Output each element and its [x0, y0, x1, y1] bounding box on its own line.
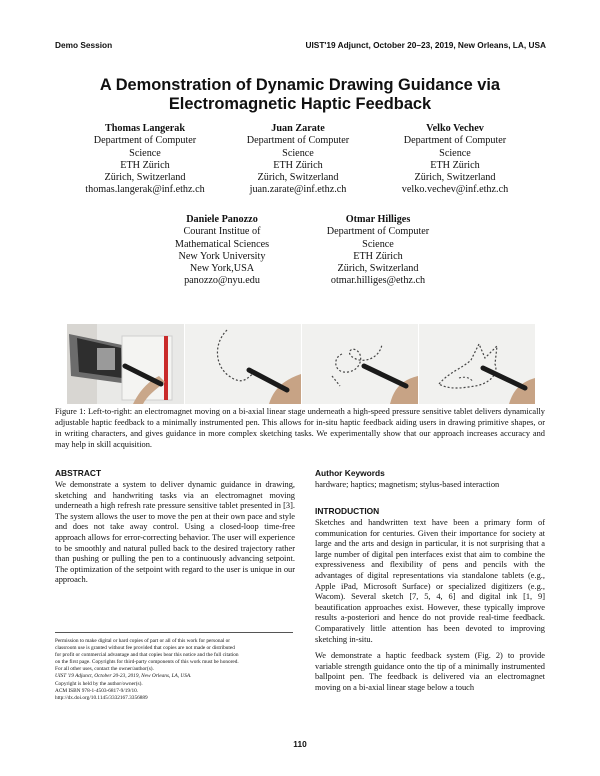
introduction-heading: INTRODUCTION: [315, 506, 380, 516]
figure-caption: Figure 1: Left-to-right: an electromagnet moving on a bi-axial linear stage underneath a high-speed pressure sensitive tablet delivers dynamically adjustable haptic feedback to a minimally instrumented pen. This allows for in-situ haptic feedback aiding users in drawing primitive shapes, or in writing characters, and gives guidance in more complex sketching tasks. We experimentally show that our approach increases accuracy and may help in skill acquisition.: [55, 407, 545, 449]
author-name: Otmar Hilliges: [345, 214, 411, 225]
permission-line: on the first page. Copyrights for third-party components of this work must be honored.: [55, 659, 239, 666]
title-line-2: Electromagnetic Haptic Feedback: [168, 95, 432, 113]
author-block-5: [313, 214, 443, 288]
author-affiliation: ETH Zürich: [353, 250, 403, 262]
figure-panel-line: [185, 324, 301, 404]
author-affiliation: Science: [439, 147, 471, 159]
author-affiliation: ETH Zürich: [120, 159, 170, 171]
isbn-line: ACM ISBN 978-1-4503-6817-9/19/10.: [55, 687, 139, 694]
author-affiliation: Courant Institue of: [183, 226, 261, 238]
permission-block: [55, 638, 293, 702]
author-name: Juan Zarate: [271, 123, 325, 134]
page-number: 110: [293, 739, 307, 749]
author-name: Velko Vechev: [426, 123, 484, 134]
author-affiliation: Department of Computer: [403, 135, 507, 147]
author-name: Thomas Langerak: [104, 123, 186, 134]
author-affiliation: Mathematical Sciences: [174, 238, 270, 250]
author-email: otmar.hilliges@ethz.ch: [330, 275, 426, 287]
author-affiliation: New York University: [178, 250, 266, 262]
figure-panel-device: [67, 324, 184, 404]
keywords-heading: Author Keywords: [315, 468, 385, 478]
title-line-1: A Demonstration of Dynamic Drawing Guidance via: [99, 76, 501, 94]
author-affiliation: Zürich, Switzerland: [414, 172, 496, 184]
permission-divider: [55, 632, 293, 633]
running-header-left: Demo Session: [55, 40, 113, 50]
author-email: thomas.langerak@inf.ethz.ch: [85, 184, 205, 196]
running-header-right: UIST'19 Adjunct, October 20–23, 2019, New Orleans, LA, USA: [305, 40, 546, 50]
conference-line: UIST '19 Adjunct, October 20-23, 2019, New Orleans, LA, USA.: [55, 673, 192, 680]
paper-title: [40, 76, 560, 114]
teaser-figure: [67, 324, 535, 404]
author-email: juan.zarate@inf.ethz.ch: [249, 184, 347, 196]
copyright-line: Copyright is held by the author/owner(s).: [55, 680, 143, 687]
figure-panel-character: [302, 324, 418, 404]
keywords-body: hardware; haptics; magnetism; stylus-based interaction: [315, 480, 500, 489]
author-affiliation: Department of Computer: [246, 135, 350, 147]
permission-line: Permission to make digital or hard copies of part or all of this work for personal or: [55, 638, 231, 644]
doi-link[interactable]: http://dx.doi.org/10.1145/3332167.3356889: [55, 694, 148, 701]
author-affiliation: Zürich, Switzerland: [337, 263, 419, 275]
author-block-2: [233, 123, 363, 197]
introduction-paragraph-2: We demonstrate a haptic feedback system (Fig. 2) to provide variable strength guidance onto the tip of a minimally instrumented ballpoint pen. The feedback is delivered via an electromagnet moving on a bi-axial linear stage below a touch: [315, 651, 545, 692]
author-affiliation: Zürich, Switzerland: [257, 172, 339, 184]
author-affiliation: Department of Computer: [326, 226, 430, 238]
abstract-body: [55, 480, 295, 592]
author-name: Daniele Panozzo: [186, 214, 258, 225]
author-affiliation: Science: [282, 147, 314, 159]
author-affiliation: New York,USA: [189, 263, 255, 275]
permission-line: classroom use is granted without fee provided that copies are not made or distributed: [55, 645, 235, 652]
introduction-paragraph-1: Sketches and handwritten text have been a primary form of communication for centuries. Given their importance for society at large and the arts and design in particular, it is not surprising that a large number of digital pen interfaces exist that aim to combine the expressiveness and flexibility of pens and pencils with the advantages of digital representations via standalone tablets (e.g., Apple iPad, Microsoft Surface) or specialized digitizers (e.g., Wacom). Several sketch [7, 5, 4, 6] and digital ink [1, 9] beautification approaches exist. However, these typically improve results a-posteriori and hence do not provide real-time feedback. Comparatively little attention has been devoted to improving sketching in-situ.: [315, 518, 545, 644]
author-block-1: [80, 123, 210, 197]
permission-line: for profit or commercial advantage and that copies bear this notice and the full citation: [55, 652, 239, 659]
author-block-4: [157, 214, 287, 288]
author-email: velko.vechev@inf.ethz.ch: [401, 184, 509, 196]
author-affiliation: ETH Zürich: [430, 159, 480, 171]
author-affiliation: ETH Zürich: [273, 159, 323, 171]
permission-line: For all other uses, contact the owner/author(s).: [55, 666, 154, 673]
figure-panel-sketch: [419, 324, 535, 404]
author-affiliation: Science: [362, 238, 394, 250]
author-affiliation: Zürich, Switzerland: [104, 172, 186, 184]
introduction-body: [315, 518, 545, 700]
author-affiliation: Science: [129, 147, 161, 159]
author-email: panozzo@nyu.edu: [184, 275, 260, 287]
author-affiliation: Department of Computer: [93, 135, 197, 147]
abstract-paragraph: We demonstrate a system to deliver dynamic guidance in drawing, sketching and handwriting tasks via an electromagnet moving underneath a high refresh rate pressure sensitive tablet presented in [3]. The system allows the user to move the pen at their own pace and style and does not take away control. Using a closed-loop time-free approach allows for error-correcting behavior. The user will experience to be smoothly and natural pulled back to the desired trajectory rather than pushing or pulling the pen to a continuously advancing setpoint. The optimization of the setpoint with regard to the user is unique in our approach.: [55, 480, 295, 585]
abstract-heading: ABSTRACT: [55, 468, 102, 478]
author-block-3: [390, 123, 520, 197]
